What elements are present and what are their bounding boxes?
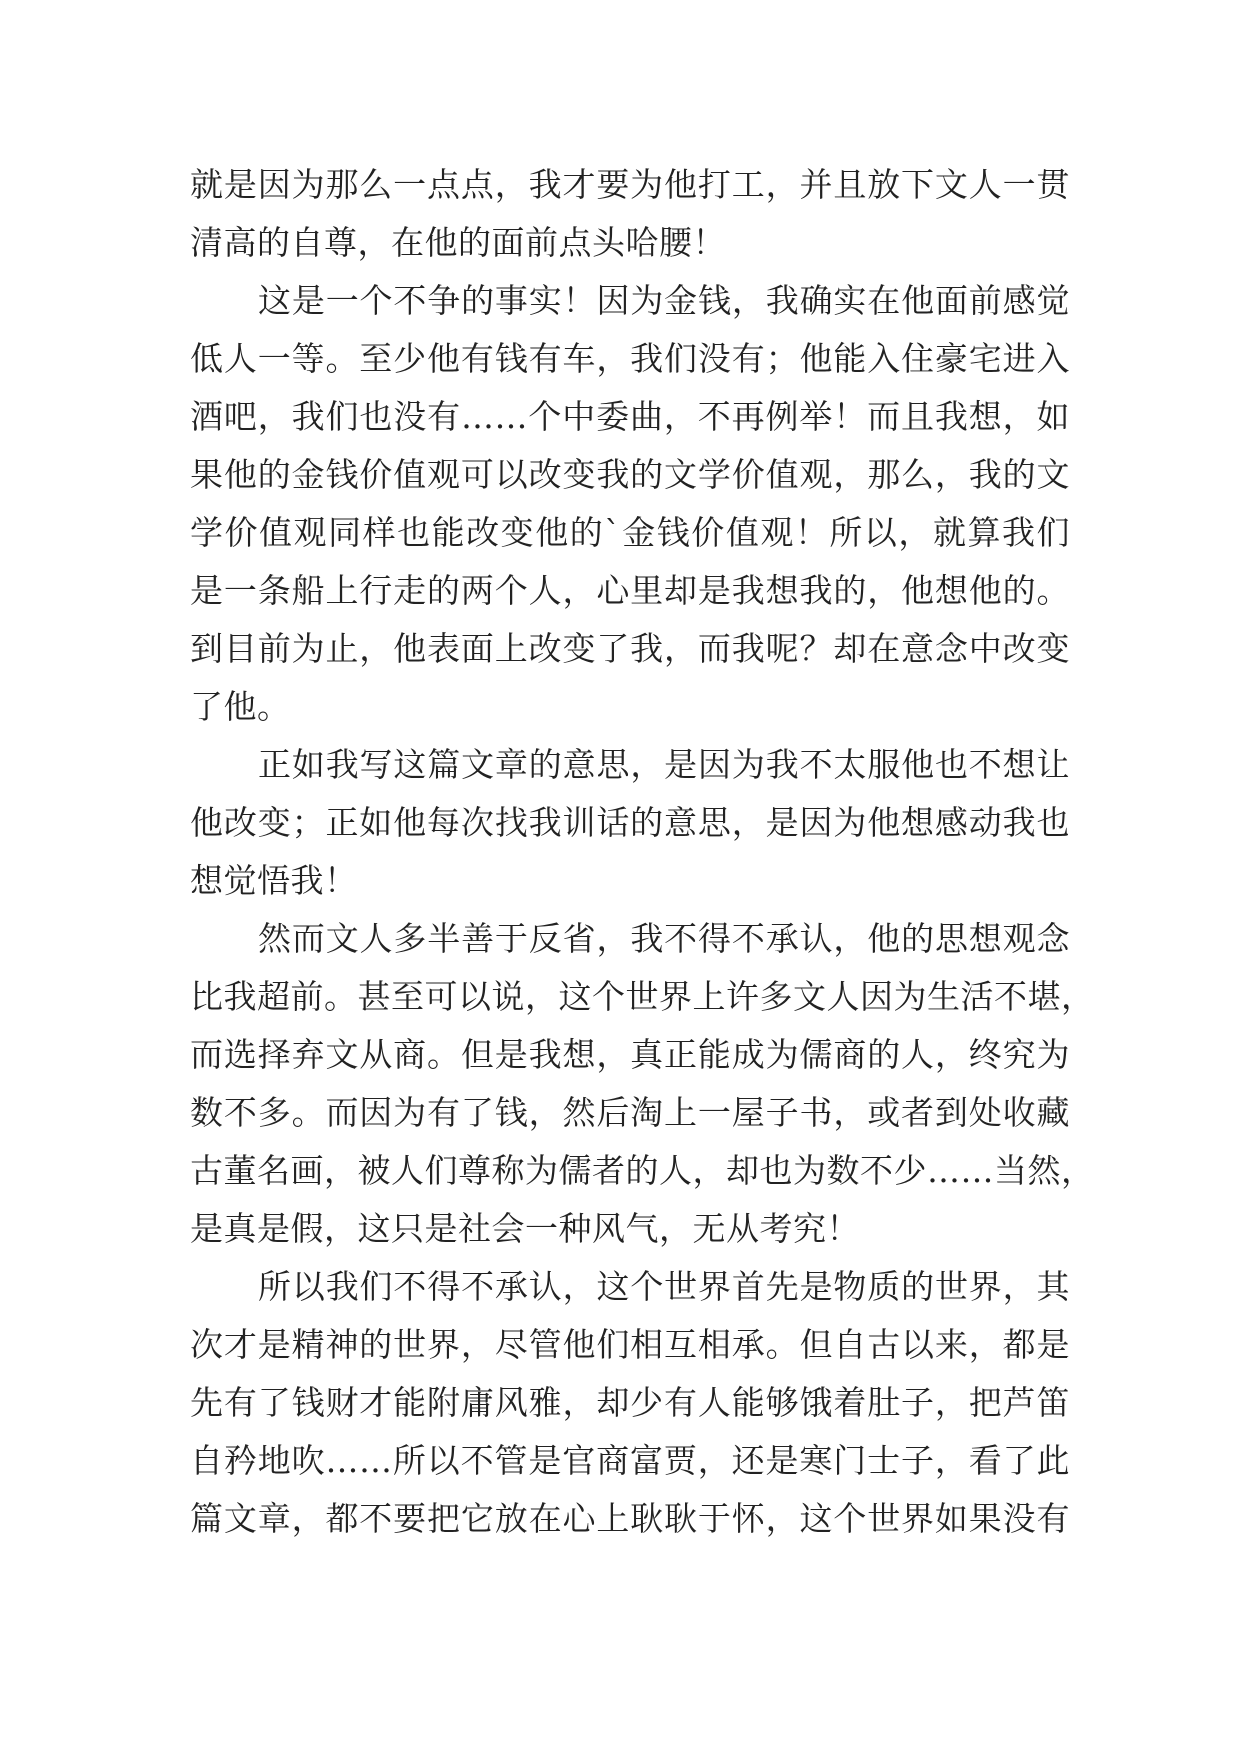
paragraph-first-line: 正如我写这篇文章的意思，是因为我不太服他也不想让 — [258, 745, 1070, 784]
text-line: 了他。 — [190, 687, 291, 726]
text-line: 就是因为那么一点点，我才要为他打工，并且放下文人一贯 — [190, 165, 1070, 204]
text-line: 到目前为止，他表面上改变了我，而我呢？却在意念中改变 — [190, 629, 1070, 668]
paragraph-first-line: 然而文人多半善于反省，我不得不承认，他的思想观念 — [258, 919, 1070, 958]
text-line: 果他的金钱价值观可以改变我的文学价值观，那么，我的文 — [190, 455, 1070, 494]
text-line: 数不多。而因为有了钱，然后淘上一屋子书，或者到处收藏 — [190, 1093, 1070, 1132]
text-line: 他改变；正如他每次找我训话的意思，是因为他想感动我也 — [190, 803, 1070, 842]
text-line: 低人一等。至少他有钱有车，我们没有；他能入住豪宅进入 — [190, 339, 1070, 378]
text-line: 次才是精神的世界，尽管他们相互相承。但自古以来，都是 — [190, 1325, 1070, 1364]
paragraph-first-line: 这是一个不争的事实！因为金钱，我确实在他面前感觉 — [258, 281, 1070, 320]
paragraph-first-line: 所以我们不得不承认，这个世界首先是物质的世界，其 — [258, 1267, 1070, 1306]
text-line: 而选择弃文从商。但是我想，真正能成为儒商的人，终究为 — [190, 1035, 1070, 1074]
text-line: 篇文章，都不要把它放在心上耿耿于怀，这个世界如果没有 — [190, 1499, 1070, 1538]
text-line: 学价值观同样也能改变他的`金钱价值观！所以，就算我们 — [190, 513, 1070, 552]
text-line: 比我超前。甚至可以说，这个世界上许多文人因为生活不堪， — [190, 977, 1095, 1016]
text-line: 先有了钱财才能附庸风雅，却少有人能够饿着肚子，把芦笛 — [190, 1383, 1070, 1422]
text-line: 是真是假，这只是社会一种风气，无从考究！ — [190, 1209, 860, 1248]
text-line: 是一条船上行走的两个人，心里却是我想我的，他想他的。 — [190, 571, 1070, 610]
body-text — [190, 156, 1095, 1548]
text-line: 古董名画，被人们尊称为儒者的人，却也为数不少……当然， — [190, 1151, 1095, 1190]
text-line: 想觉悟我！ — [190, 861, 358, 900]
text-line: 酒吧，我们也没有……个中委曲，不再例举！而且我想，如 — [190, 397, 1070, 436]
text-line: 清高的自尊，在他的面前点头哈腰！ — [190, 223, 726, 262]
text-line: 自矜地吹……所以不管是官商富贾，还是寒门士子，看了此 — [190, 1441, 1070, 1480]
